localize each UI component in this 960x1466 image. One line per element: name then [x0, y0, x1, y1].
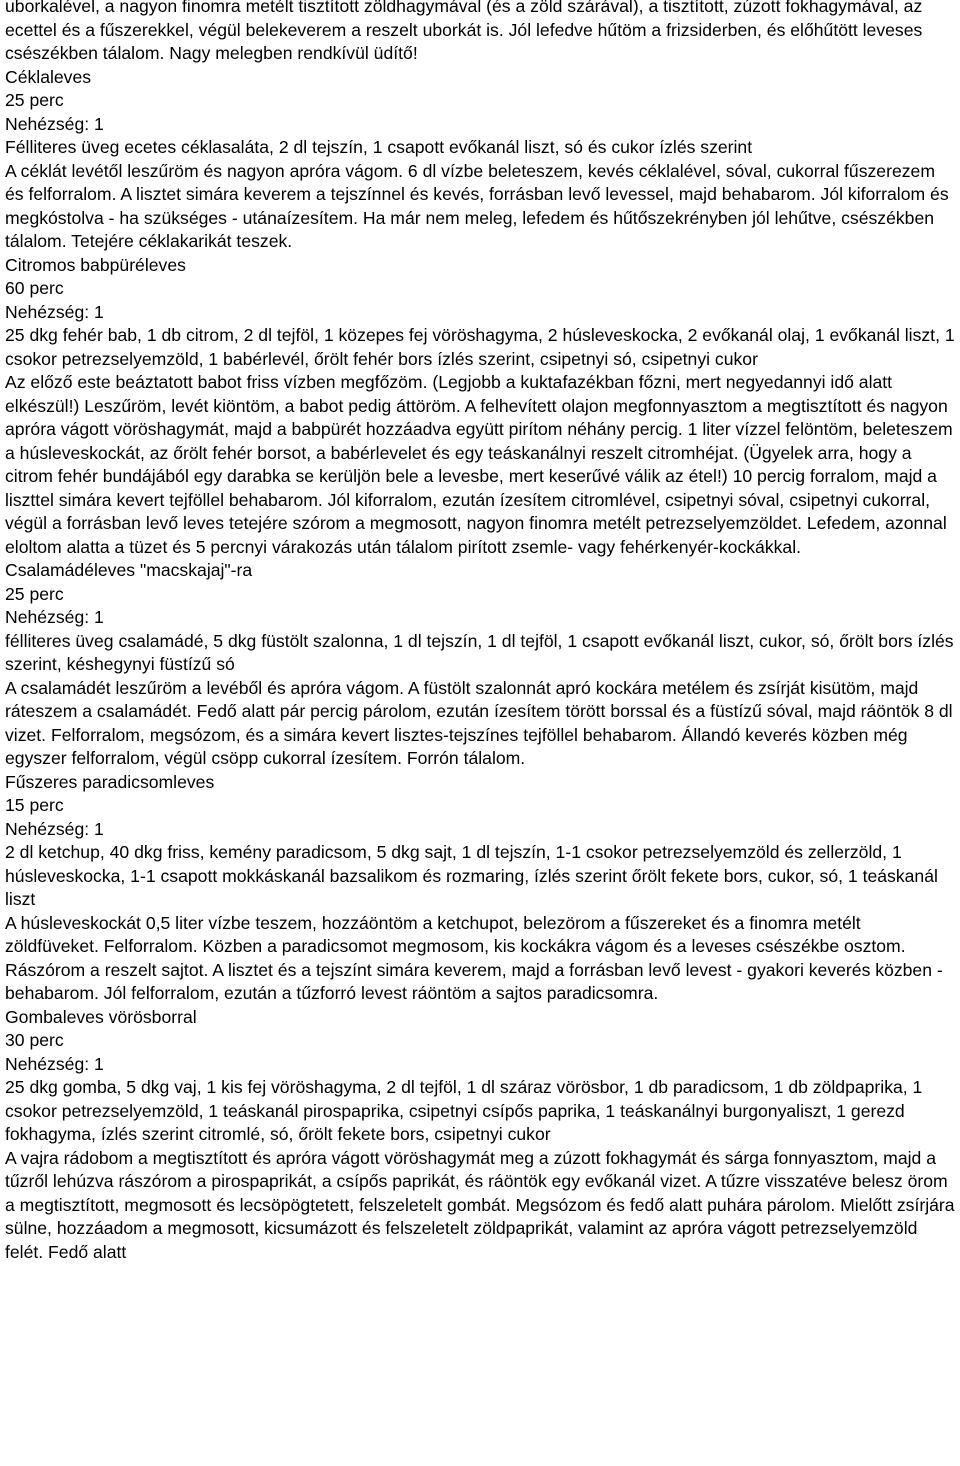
recipe-method: A céklát levétől leszűröm és nagyon apróra vágom. 6 dl vízbe beleteszem, kevés céklalével, sóval, cukorral fűszerezem és felforralom. A lisztet simára keverem a tejszínnel és kevés, forrásban levő levessel, majd behabarom. Jól kiforralom és megkóstolva - ha szükséges - utánaízesítem. Ha már nem meleg, lefedem és hűtőszekrényben jól lehűtve, csészékben tálalom. Tetejére céklakarikát teszek.: [5, 160, 949, 251]
recipe-method: A csalamádét leszűröm a levéből és apróra vágom. A füstölt szalonnát apró kockára metélem és zsírját kisütöm, majd ráteszem a csalamádét. Fedő alatt pár percig párolom, ezután ízesítem törött borssal és a füstízű sóval, majd ráöntök 8 dl vizet. Felforralom, megsózom, és a simára kevert lisztes-tejszínes tejföllel behabarom. Állandó keverés közben még egyszer felforralom, végül csöpp cukorral ízesítem. Forrón tálalom.: [5, 677, 953, 768]
recipe-method: A vajra rádobom a megtisztított és apróra vágott vöröshagymát meg a zúzott fokhagymát és sárga fonnyasztom, majd a tűzről lehúzva rászórom a pirospaprikát, a csípős paprikát, és ráöntök egy evőkanál vizet. A tűzre visszatéve belesz örom a megtisztított, megmosott és lecsöpögtetett, felszeletelt gombát. Megsózom és fedő alatt puhára párolom. Mielőtt zsírjára sülne, hozzáadom a megmosott, kicsumázott és felszeletelt zöldpaprikát, valamint az apróra vágott petrezselyemzöld felét. Fedő alatt: [5, 1147, 955, 1262]
recipe-ingredients: 25 dkg gomba, 5 dkg vaj, 1 kis fej vöröshagyma, 2 dl tejföl, 1 dl száraz vörösbor, 1 db paradicsom, 1 db zöldpaprika, 1 csokor petrezselyemzöld, 1 teáskanál pirospaprika, csipetnyi csípős paprika, 1 teáskanálnyi burgonyaliszt, 1 gerezd fokhagyma, ízlés szerint citromlé, só, őrölt fekete bors, csipetnyi cukor: [5, 1077, 923, 1144]
recipe-title: Citromos babpüréleves: [5, 254, 186, 275]
recipe-title: Fűszeres paradicsomleves: [5, 771, 215, 792]
recipe-method: A húsleveskockát 0,5 liter vízbe teszem, hozzáöntöm a ketchupot, belezörom a fűszereket és a finomra metélt zöldfüveket. Felforralom. Közben a paradicsomot megmosom, kis kockákra vágom és a leveses csészékbe osztom. Rászórom a reszelt sajtot. A lisztet és a tejszínt simára keverem, majd a forrásban levő levest - gyakori keverés közben - behabarom. Jól felforralom, ezután a tűzforró levest ráöntöm a sajtos paradicsomra.: [5, 912, 943, 1003]
recipe-ingredients: Félliteres üveg ecetes céklasaláta, 2 dl tejszín, 1 csapott evőkanál liszt, só és cukor ízlés szerint: [5, 137, 753, 157]
recipe-difficulty: Nehézség: 1: [5, 607, 104, 627]
recipe-ingredients: félliteres üveg csalamádé, 5 dkg füstölt szalonna, 1 dl tejszín, 1 dl tejföl, 1 csapott evőkanál liszt, cukor, só, őrölt bors ízlés szerint, késhegynyi füstízű só: [5, 630, 954, 674]
recipe-ingredients: 2 dl ketchup, 40 dkg friss, kemény paradicsom, 5 dkg sajt, 1 dl tejszín, 1-1 csokor petrezselyemzöld és zellerzöld, 1 húsleveskocka, 1-1 csapott mokkáskanál bazsalikom és rozmaring, ízlés szerint őrölt fekete bors, cukor, só, 1 teáskanál liszt: [5, 842, 938, 909]
recipe-difficulty: Nehézség: 1: [5, 1053, 104, 1074]
recipe-difficulty: Nehézség: 1: [5, 301, 104, 322]
recipe-difficulty: Nehézség: 1: [5, 113, 104, 134]
recipe-time: 25 perc: [5, 90, 64, 110]
recipe-time: 60 perc: [5, 278, 64, 298]
recipe-title: Csalamádéleves "macskajaj"-ra: [5, 560, 253, 580]
recipe-time: 15 perc: [5, 795, 64, 815]
recipe-block: [5, 66, 955, 254]
recipe-block: [5, 1006, 955, 1265]
recipe-ingredients: 25 dkg fehér bab, 1 db citrom, 2 dl tejföl, 1 közepes fej vöröshagyma, 2 húsleveskocka, 2 evőkanál olaj, 1 evőkanál liszt, 1 csokor petrezselyemzöld, 1 babérlevél, őrölt fehér bors ízlés szerint, csipetnyi só, csipetnyi cukor: [5, 325, 955, 369]
recipe-block: [5, 771, 955, 1006]
recipe-method: Az előző este beáztatott babot friss vízben megfőzöm. (Legjobb a kuktafazékban főzni, mert negyedannyi idő alatt elkészül!) Leszűröm, levét kiöntöm, a babot pedig áttöröm. A felhevített olajon megfonnyasztom a megtisztított és nagyon apróra vágott vöröshagymát, majd a babpürét hozzáadva együtt pirítom néhány percig. 1 liter vízzel felöntöm, beleteszem a húsleveskockát, az őrölt fehér borsot, a babérlevelet és egy teáskanálnyi reszelt citromhéjat. (Ügyelek arra, hogy a citrom fehér bundájából egy darabka se kerüljön bele a levesbe, mert keserűvé válik az étel!) 10 percig forralom, majd a liszttel simára kevert tejföllel behabarom. Jól kiforralom, ezután ízesítem citromlével, csipetnyi sóval, csipetnyi cukorral, végül a forrásban levő leves tetejére szórom a megmosott, nagyon finomra metélt petrezselyemzöldet. Lefedem, azonnal eloltom alatta a tüzet és 5 percnyi várakozás után tálalom pirított zsemle- vagy fehérkenyér-kockákkal.: [5, 372, 953, 557]
recipe-title: Gombaleves vörösborral: [5, 1006, 197, 1027]
recipe-title: Céklaleves: [5, 66, 92, 87]
recipe-block: [5, 559, 955, 771]
recipe-time: 25 perc: [5, 583, 64, 604]
recipe-difficulty: Nehézség: 1: [5, 818, 104, 839]
recipe-block: [5, 254, 955, 560]
intro-paragraph: uborkalével, a nagyon finomra metélt tisztított zöldhagymával (és a zöld szárával), a tisztított, zúzott fokhagymával, az ecettel és a fűszerekkel, végül belekeverem a reszelt uborkát is. Jól lefedve hűtöm a frizsiderben, és előhűtött leveses csészékben tálalom. Nagy melegben rendkívül üdítő!: [5, 0, 923, 63]
recipe-time: 30 perc: [5, 1030, 64, 1050]
